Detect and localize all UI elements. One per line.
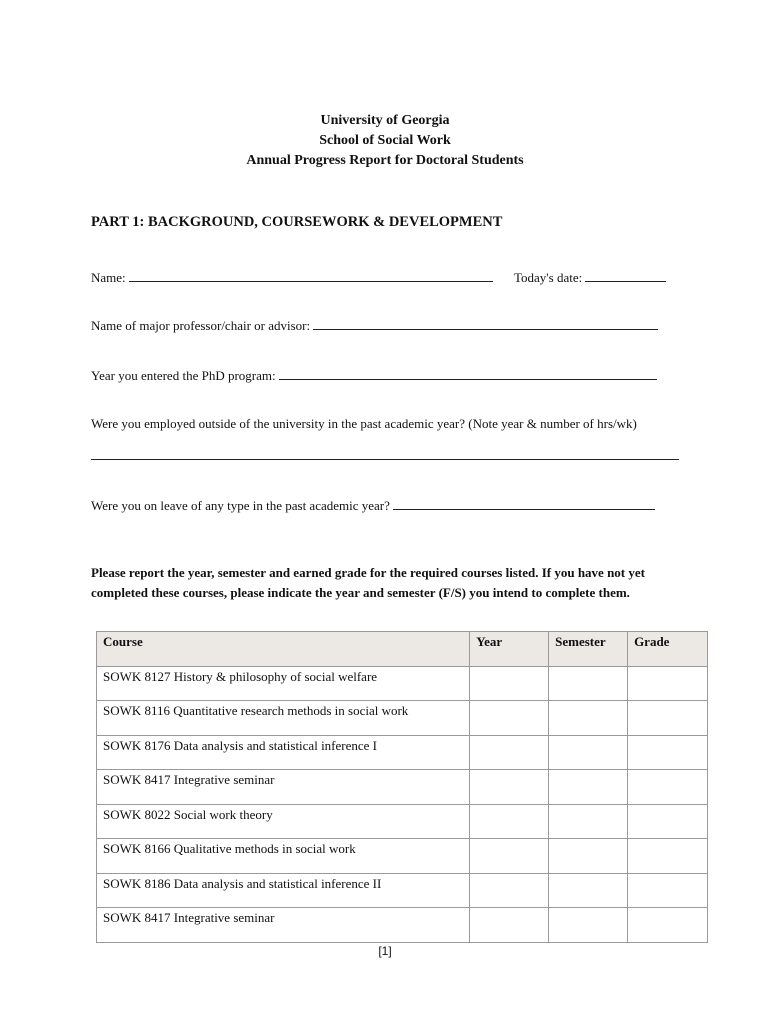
name-field[interactable] [91,269,493,286]
table-row [97,701,708,736]
year-cell[interactable] [470,908,549,943]
header-semester: Semester [549,632,628,667]
table-row [97,804,708,839]
course-cell: SOWK 8022 Social work theory [97,804,470,839]
semester-cell[interactable] [549,908,628,943]
school-title: School of Social Work [319,133,451,148]
employed-label: Were you employed outside of the university in the past academic year? (Note year & number of hrs/wk) [91,416,637,431]
table-row [97,735,708,770]
year-entered-label: Year you entered the PhD program: [91,368,276,383]
name-blank[interactable] [129,269,493,282]
year-cell[interactable] [470,804,549,839]
table-row [97,873,708,908]
report-title: Annual Progress Report for Doctoral Students [246,153,524,168]
grade-cell[interactable] [628,770,708,805]
part1-heading: PART 1: BACKGROUND, COURSEWORK & DEVELOPMENT [91,214,503,230]
grade-cell[interactable] [628,839,708,874]
advisor-blank[interactable] [313,317,658,330]
year-cell[interactable] [470,735,549,770]
semester-cell[interactable] [549,735,628,770]
semester-cell[interactable] [549,873,628,908]
name-label: Name: [91,270,126,285]
year-cell[interactable] [470,666,549,701]
grade-cell[interactable] [628,804,708,839]
table-row [97,770,708,805]
table-row [97,666,708,701]
date-blank[interactable] [585,269,666,282]
header-year: Year [470,632,549,667]
semester-cell[interactable] [549,666,628,701]
course-cell: SOWK 8186 Data analysis and statistical inference II [97,873,470,908]
course-cell: SOWK 8166 Qualitative methods in social work [97,839,470,874]
semester-cell[interactable] [549,804,628,839]
advisor-field[interactable] [91,317,658,334]
course-cell: SOWK 8116 Quantitative research methods in social work [97,701,470,736]
grade-cell[interactable] [628,701,708,736]
grade-cell[interactable] [628,735,708,770]
semester-cell[interactable] [549,701,628,736]
university-title: University of Georgia [320,113,450,128]
year-cell[interactable] [470,839,549,874]
header-course: Course [97,632,470,667]
table-row [97,908,708,943]
date-field[interactable] [514,269,666,286]
advisor-label: Name of major professor/chair or advisor: [91,318,311,333]
leave-field[interactable] [91,497,655,514]
course-instructions: Please report the year, semester and earned grade for the required courses listed. If you have not yet completed these courses, please indicate the year and semester (F/S) you intend to complete them. [91,565,645,600]
table-header-row [97,632,708,667]
leave-blank[interactable] [393,497,655,510]
leave-label: Were you on leave of any type in the past academic year? [91,498,390,513]
grade-cell[interactable] [628,873,708,908]
date-label: Today's date: [514,270,583,285]
year-entered-field[interactable] [91,367,657,384]
grade-cell[interactable] [628,908,708,943]
employed-blank[interactable] [91,459,679,460]
semester-cell[interactable] [549,839,628,874]
course-cell: SOWK 8417 Integrative seminar [97,908,470,943]
page-number: [1] [378,944,392,958]
semester-cell[interactable] [549,770,628,805]
header-grade: Grade [628,632,708,667]
course-cell: SOWK 8176 Data analysis and statistical inference I [97,735,470,770]
year-entered-blank[interactable] [279,367,657,380]
course-cell: SOWK 8417 Integrative seminar [97,770,470,805]
grade-cell[interactable] [628,666,708,701]
course-table [96,631,708,943]
year-cell[interactable] [470,701,549,736]
course-cell: SOWK 8127 History & philosophy of social welfare [97,666,470,701]
employed-field [91,416,637,432]
table-row [97,839,708,874]
year-cell[interactable] [470,770,549,805]
year-cell[interactable] [470,873,549,908]
